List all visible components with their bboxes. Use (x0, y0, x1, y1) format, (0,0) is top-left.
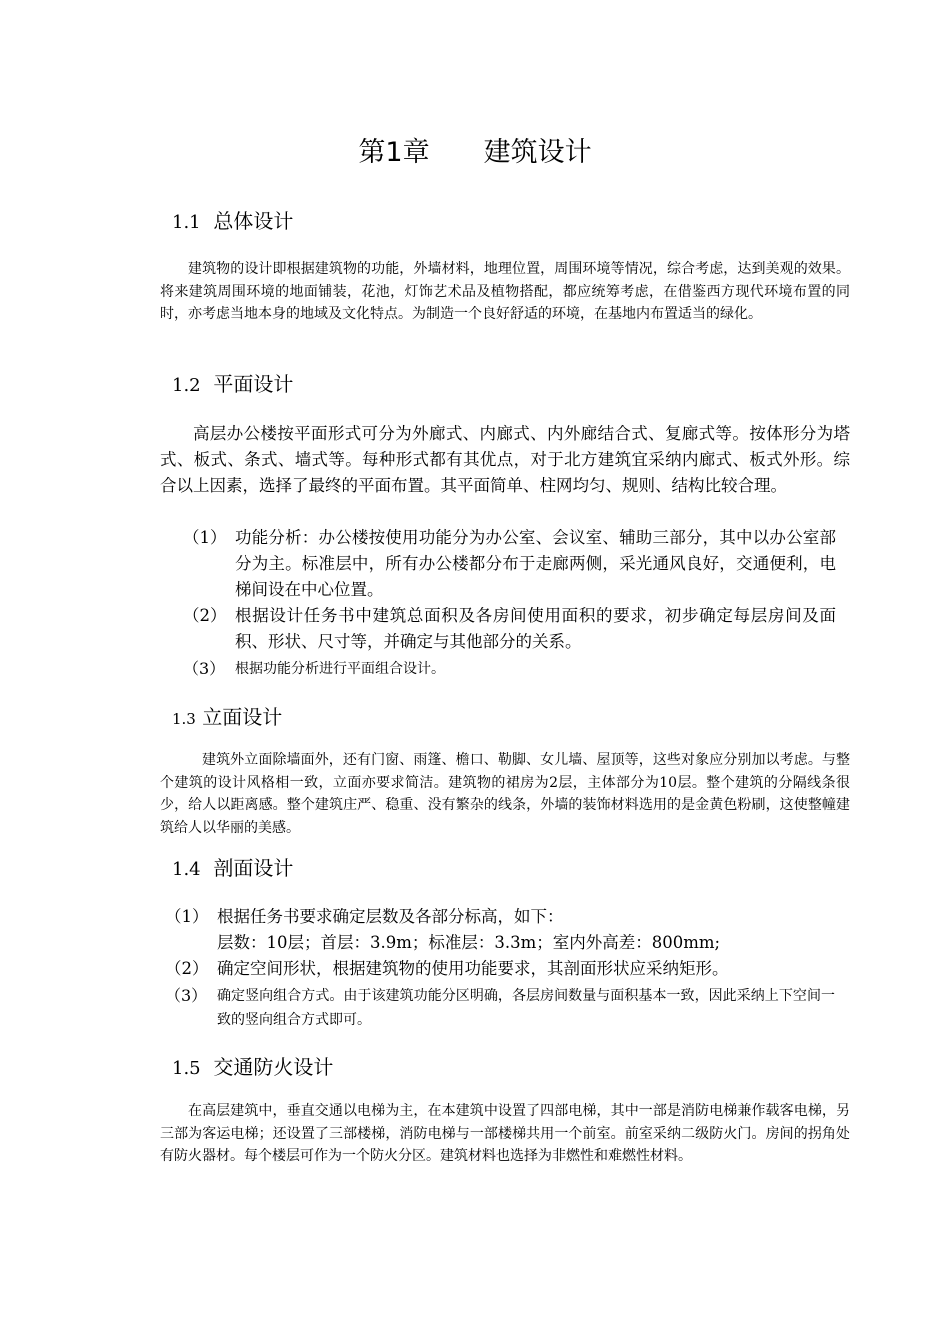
list-number: （2） (165, 959, 209, 978)
section-number: 1.4 (172, 859, 201, 880)
section-body-1-3: 建筑外立面除墙面外，还有门窗、雨篷、檐口、勒脚、女儿墙、屋顶等，这些对象应分别加以考虑。与整个建筑的设计风格相一致，立面亦要求简洁。建筑物的裙房为2层，主体部分为10层。整个建筑的分隔线条很少，给人以距离感。整个建筑庄严、稳重、没有繁杂的线条，外墙的装饰材料选用的是金黄色粉刷，这使整幢建筑给人以华丽的美感。 (160, 752, 850, 836)
list-item-content (217, 904, 835, 956)
list-item (165, 984, 835, 1032)
section-heading-1-2 (172, 369, 293, 401)
list-item (183, 525, 836, 603)
section-title: 立面设计 (202, 705, 283, 729)
section-heading-1-1 (172, 206, 293, 238)
list-number: （1） (183, 528, 227, 547)
section-heading-1-4 (172, 853, 293, 885)
section-body-1-5: 在高层建筑中，垂直交通以电梯为主，在本建筑中设置了四部电梯，其中一部是消防电梯兼作载客电梯，另三部为客运电梯；还设置了三部楼梯，消防电梯与一部楼梯共用一个前室。前室采纳二级防火门。房间的拐角处有防火器材。每个楼层可作为一个防火分区。建筑材料也选择为非燃性和难燃性材料。 (160, 1103, 850, 1165)
section-title: 交通防火设计 (213, 1055, 334, 1079)
section-title: 平面设计 (213, 372, 294, 396)
section-title: 剖面设计 (213, 856, 294, 880)
list-text: 根据功能分析进行平面组合设计。 (235, 661, 445, 677)
list-item (165, 956, 835, 982)
section-heading-1-3 (172, 702, 282, 734)
section-body-1-1: 建筑物的设计即根据建筑物的功能，外墙材料，地理位置，周围环境等情况，综合考虑，达到美观的效果。将来建筑周围环境的地面铺装，花池，灯饰艺术品及植物搭配，都应统筹考虑，在借鉴西方现代环境布置的同时，亦考虑当地本身的地域及文化特点。为制造一个良好舒适的环境，在基地内布置适当的绿化。 (160, 261, 850, 323)
list-text: 根据设计任务书中建筑总面积及各房间使用面积的要求，初步确定每层房间及面积、形状、尺寸等，并确定与其他部分的关系。 (235, 606, 836, 651)
list-number: （3） (183, 659, 226, 678)
list-text: 确定竖向组合方式。由于该建筑功能分区明确，各层房间数量与面积基本一致，因此采纳上下空间一致的竖向组合方式即可。 (217, 988, 835, 1028)
list-item (165, 904, 835, 956)
list-subtext: 层数：10层；首层：3.9m；标准层：3.3m；室内外高差：800mm; (217, 933, 721, 952)
list-text: 确定空间形状，根据建筑物的使用功能要求，其剖面形状应采纳矩形。 (217, 959, 729, 978)
section-title: 总体设计 (213, 209, 294, 233)
list-number: （3） (165, 986, 208, 1005)
section-number: 1.1 (172, 212, 201, 233)
section-heading-1-5 (172, 1052, 333, 1084)
section-number: 1.3 (172, 710, 196, 728)
list-text: 功能分析：办公楼按使用功能分为办公室、会议室、辅助三部分，其中以办公室部分为主。标准层中，所有办公楼都分布于走廊两侧，采光通风良好，交通便利，电梯间设在中心位置。 (235, 528, 836, 599)
section-body-1-2: 高层办公楼按平面形式可分为外廊式、内廊式、内外廊结合式、复廊式等。按体形分为塔式、板式、条式、墙式等。每种形式都有其优点，对于北方建筑宜采纳内廊式、板式外形。综合以上因素，选择了最终的平面布置。其平面简单、柱网均匀、规则、结构比较合理。 (160, 424, 850, 495)
list-text: 根据任务书要求确定层数及各部分标高，如下： (217, 907, 564, 926)
section-number: 1.2 (172, 375, 201, 396)
list-number: （1） (165, 907, 209, 926)
list-item (183, 603, 836, 655)
list-item (183, 657, 836, 681)
section-number: 1.5 (172, 1058, 201, 1079)
list-number: （2） (183, 606, 227, 625)
chapter-title: 第1章 建筑设计 (358, 137, 592, 168)
